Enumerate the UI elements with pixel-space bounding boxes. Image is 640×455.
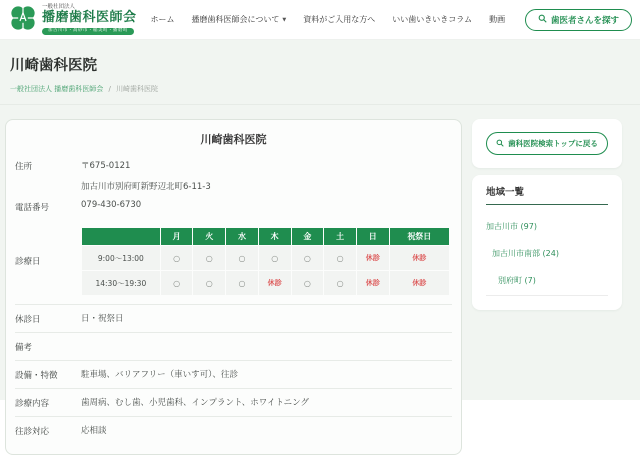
info-row-address xyxy=(15,153,452,198)
find-dentist-button[interactable]: 歯医者さんを探す xyxy=(525,9,632,31)
schedule-open-cell: ○ xyxy=(193,246,225,270)
postal-code: 〒675-0121 xyxy=(81,161,131,171)
clover-logo-icon xyxy=(8,3,38,37)
region-link-befu[interactable]: 別府町 (7) xyxy=(498,276,536,285)
info-row-facility xyxy=(15,360,452,388)
info-row-phone xyxy=(15,198,452,219)
nav-item-about[interactable]: 播磨歯科医師会について ▼ xyxy=(191,15,287,24)
sidebar xyxy=(472,119,622,310)
house-call-value: 応相談 xyxy=(81,426,107,436)
schedule-open-cell: ○ xyxy=(226,271,258,295)
breadcrumb xyxy=(10,84,640,94)
breadcrumb-current: 川崎歯科医院 xyxy=(116,85,159,93)
schedule-day-header: 水 xyxy=(226,228,258,245)
content-area xyxy=(0,105,640,455)
schedule-day-header: 月 xyxy=(161,228,193,245)
sidebar-search-card xyxy=(472,119,622,168)
region-list-card xyxy=(472,175,622,310)
schedule-day-header: 火 xyxy=(193,228,225,245)
services-label: 診療内容 xyxy=(15,399,50,409)
schedule-open-cell: ○ xyxy=(324,246,356,270)
region-list-item xyxy=(486,241,608,260)
nav-item-home[interactable]: ホーム xyxy=(150,15,175,24)
region-list-title: 地域一覧 xyxy=(486,184,608,205)
schedule-table xyxy=(81,227,450,296)
org-type-label: 一般社団法人 xyxy=(42,4,76,11)
schedule-open-cell: ○ xyxy=(292,271,324,295)
schedule-time-cell: 14:30～19:30 xyxy=(82,271,160,295)
schedule-closed-cell: 休診 xyxy=(357,271,389,295)
region-link-kakogawa-south[interactable]: 加古川市南部 (24) xyxy=(492,249,559,258)
address-value: 加古川市別府町新野辺北町6-11-3 xyxy=(81,182,211,192)
org-area-badge: 加古川市・高砂市・稲美町・播磨町 xyxy=(42,28,134,35)
closed-days-value: 日・祝祭日 xyxy=(81,314,124,324)
facility-value: 駐車場、バリアフリー（車いす可）、往診 xyxy=(81,370,238,380)
sidebar-divider xyxy=(486,295,608,304)
house-call-label: 往診対応 xyxy=(15,427,50,437)
info-row-services xyxy=(15,388,452,416)
notes-label: 備考 xyxy=(15,343,33,353)
schedule-open-cell: ○ xyxy=(292,246,324,270)
region-list-item xyxy=(486,268,608,287)
region-link-kakogawa[interactable]: 加古川市 (97) xyxy=(486,222,537,231)
schedule-closed-cell: 休診 xyxy=(259,271,291,295)
schedule-time-cell: 9:00～13:00 xyxy=(82,246,160,270)
address-label: 住所 xyxy=(15,162,33,172)
back-to-search-button[interactable]: 歯科医院検索トップに戻る xyxy=(486,132,608,155)
schedule-open-cell: ○ xyxy=(324,271,356,295)
search-icon xyxy=(496,139,504,149)
schedule-open-cell: ○ xyxy=(259,246,291,270)
nav-item-column[interactable]: いい歯いきいきコラム xyxy=(392,15,473,24)
breadcrumb-separator: / xyxy=(108,85,111,93)
schedule-day-header: 日 xyxy=(357,228,389,245)
info-row-closed-days xyxy=(15,304,452,332)
nav-item-materials[interactable]: 資料がご入用な方へ xyxy=(303,15,376,24)
schedule-closed-cell: 休診 xyxy=(390,271,449,295)
org-name-label: 播磨歯科医師会 xyxy=(42,10,137,26)
facility-label: 設備・特徴 xyxy=(15,371,58,381)
schedule-corner-cell xyxy=(82,228,160,245)
info-row-notes xyxy=(15,332,452,360)
region-list xyxy=(486,214,608,287)
site-logo[interactable] xyxy=(8,3,137,37)
schedule-day-header: 祝祭日 xyxy=(390,228,449,245)
breadcrumb-parent-link[interactable]: 一般社団法人 播磨歯科医師会 xyxy=(10,85,104,93)
info-row-schedule xyxy=(15,219,452,296)
schedule-open-cell: ○ xyxy=(161,271,193,295)
schedule-day-header: 金 xyxy=(292,228,324,245)
nav-item-video[interactable]: 動画 xyxy=(489,15,506,24)
schedule-label: 診療日 xyxy=(15,257,41,267)
phone-label: 電話番号 xyxy=(15,203,50,213)
page-head xyxy=(0,40,640,105)
schedule-day-header: 木 xyxy=(259,228,291,245)
schedule-closed-cell: 休診 xyxy=(357,246,389,270)
services-value: 歯周病、むし歯、小児歯科、インプラント、ホワイトニング xyxy=(81,398,309,408)
info-row-house-call xyxy=(15,416,452,444)
schedule-open-cell: ○ xyxy=(161,246,193,270)
clinic-card xyxy=(5,119,462,455)
schedule-open-cell: ○ xyxy=(226,246,258,270)
closed-days-label: 休診日 xyxy=(15,315,41,325)
clinic-name: 川崎歯科医院 xyxy=(200,133,267,146)
chevron-down-icon: ▼ xyxy=(282,16,287,23)
site-header xyxy=(0,0,640,40)
region-list-item xyxy=(486,214,608,233)
schedule-open-cell: ○ xyxy=(193,271,225,295)
schedule-closed-cell: 休診 xyxy=(390,246,449,270)
phone-value: 079-430-6730 xyxy=(81,200,142,210)
schedule-day-header: 土 xyxy=(324,228,356,245)
notes-value xyxy=(81,340,452,350)
main-nav xyxy=(151,14,525,25)
page-title: 川崎歯科医院 xyxy=(10,58,97,74)
search-icon xyxy=(538,14,547,26)
